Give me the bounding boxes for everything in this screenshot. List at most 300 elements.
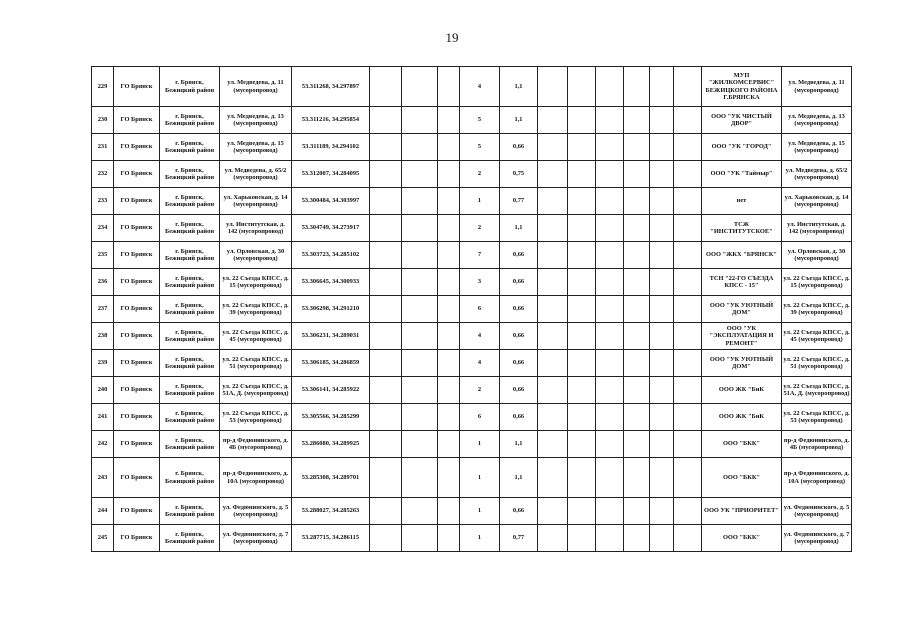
empty-cell xyxy=(538,188,568,215)
address-cell: пр-д Федюнинского, д. 10А (мусоропровод) xyxy=(220,458,292,498)
coordinates-cell: 53.306298, 34.291210 xyxy=(292,296,370,323)
empty-cell xyxy=(568,404,596,431)
empty-cell xyxy=(370,215,402,242)
empty-cell xyxy=(438,161,460,188)
empty-cell xyxy=(596,215,624,242)
container-count-cell: 2 xyxy=(460,215,500,242)
row-number: 233 xyxy=(92,188,114,215)
waste-source-cell: ул. 22 Съезда КПСС, д. 39 (мусоропровод) xyxy=(782,296,852,323)
empty-cell xyxy=(650,242,674,269)
empty-cell xyxy=(624,107,650,134)
empty-cell xyxy=(650,525,674,552)
empty-cell xyxy=(402,188,438,215)
municipality-cell: ГО Брянск xyxy=(114,296,160,323)
empty-cell xyxy=(438,458,460,498)
locality-cell: г. Брянск, Бежицкий район xyxy=(160,161,220,188)
municipality-cell: ГО Брянск xyxy=(114,525,160,552)
municipality-cell: ГО Брянск xyxy=(114,134,160,161)
empty-cell xyxy=(402,350,438,377)
empty-cell xyxy=(674,188,702,215)
empty-cell xyxy=(370,525,402,552)
empty-cell xyxy=(568,188,596,215)
municipality-cell: ГО Брянск xyxy=(114,269,160,296)
locality-cell: г. Брянск, Бежицкий район xyxy=(160,525,220,552)
empty-cell xyxy=(624,269,650,296)
empty-cell xyxy=(596,377,624,404)
table-row xyxy=(92,323,852,350)
empty-cell xyxy=(568,431,596,458)
row-number: 241 xyxy=(92,404,114,431)
locality-cell: г. Брянск, Бежицкий район xyxy=(160,67,220,107)
empty-cell xyxy=(674,525,702,552)
empty-cell xyxy=(568,377,596,404)
empty-cell xyxy=(402,323,438,350)
row-number: 238 xyxy=(92,323,114,350)
empty-cell xyxy=(370,431,402,458)
coordinates-cell: 53.285308, 34.289701 xyxy=(292,458,370,498)
empty-cell xyxy=(624,188,650,215)
management-org-cell: ТСЖ "ИНСТИТУТСКОЕ" xyxy=(702,215,782,242)
address-cell: ул. Медведева, д. 13 (мусоропровод) xyxy=(220,107,292,134)
table-row xyxy=(92,458,852,498)
address-cell: ул. Орловская, д. 30 (мусоропровод) xyxy=(220,242,292,269)
empty-cell xyxy=(596,107,624,134)
management-org-cell: МУП "ЖИЛКОМСЕРВИС" БЕЖИЦКОГО РАЙОНА Г.БРЯНСКА xyxy=(702,67,782,107)
coordinates-cell: 53.304749, 34.273917 xyxy=(292,215,370,242)
container-count-cell: 7 xyxy=(460,242,500,269)
empty-cell xyxy=(568,67,596,107)
empty-cell xyxy=(568,215,596,242)
municipality-cell: ГО Брянск xyxy=(114,67,160,107)
row-number: 244 xyxy=(92,498,114,525)
empty-cell xyxy=(438,498,460,525)
empty-cell xyxy=(370,350,402,377)
municipality-cell: ГО Брянск xyxy=(114,498,160,525)
row-number: 245 xyxy=(92,525,114,552)
empty-cell xyxy=(674,458,702,498)
address-cell: ул. Медведева, д. 15 (мусоропровод) xyxy=(220,134,292,161)
management-org-cell: ООО "УК УЮТНЫЙ ДОМ" xyxy=(702,350,782,377)
row-number: 239 xyxy=(92,350,114,377)
address-cell: пр-д Федюнинского, д. 4Б (мусоропровод) xyxy=(220,431,292,458)
waste-source-cell: ул. Федюнинского, д. 5 (мусоропровод) xyxy=(782,498,852,525)
empty-cell xyxy=(650,498,674,525)
empty-cell xyxy=(538,215,568,242)
management-org-cell: ООО "ЖКХ "БРЯНСК" xyxy=(702,242,782,269)
coordinates-cell: 53.305566, 34.285299 xyxy=(292,404,370,431)
container-volume-cell: 0,77 xyxy=(500,188,538,215)
empty-cell xyxy=(438,269,460,296)
management-org-cell: ООО "УК "Таймыр" xyxy=(702,161,782,188)
empty-cell xyxy=(402,296,438,323)
management-org-cell: ООО "БКК" xyxy=(702,431,782,458)
empty-cell xyxy=(674,323,702,350)
container-volume-cell: 1,1 xyxy=(500,458,538,498)
empty-cell xyxy=(674,269,702,296)
empty-cell xyxy=(674,431,702,458)
empty-cell xyxy=(650,188,674,215)
coordinates-cell: 53.286080, 34.289925 xyxy=(292,431,370,458)
empty-cell xyxy=(370,458,402,498)
container-volume-cell: 0,66 xyxy=(500,498,538,525)
municipality-cell: ГО Брянск xyxy=(114,188,160,215)
container-sites-table xyxy=(91,66,852,552)
container-volume-cell: 0,77 xyxy=(500,525,538,552)
address-cell: ул. 22 Съезда КПСС, д. 15 (мусоропровод) xyxy=(220,269,292,296)
empty-cell xyxy=(596,269,624,296)
municipality-cell: ГО Брянск xyxy=(114,404,160,431)
empty-cell xyxy=(402,458,438,498)
empty-cell xyxy=(568,296,596,323)
empty-cell xyxy=(624,242,650,269)
empty-cell xyxy=(538,161,568,188)
management-org-cell: ООО "УК "ЭКСПЛУАТАЦИЯ И РЕМОНТ" xyxy=(702,323,782,350)
empty-cell xyxy=(624,498,650,525)
empty-cell xyxy=(370,404,402,431)
empty-cell xyxy=(596,323,624,350)
waste-source-cell: ул. 22 Съезда КПСС, д. 53 (мусоропровод) xyxy=(782,404,852,431)
coordinates-cell: 53.303723, 34.285102 xyxy=(292,242,370,269)
empty-cell xyxy=(674,498,702,525)
empty-cell xyxy=(650,404,674,431)
address-cell: ул. Харьковская, д. 14 (мусоропровод) xyxy=(220,188,292,215)
container-count-cell: 1 xyxy=(460,498,500,525)
container-count-cell: 2 xyxy=(460,161,500,188)
empty-cell xyxy=(538,431,568,458)
empty-cell xyxy=(438,107,460,134)
empty-cell xyxy=(624,377,650,404)
empty-cell xyxy=(650,350,674,377)
management-org-cell: ООО УК "ПРИОРИТЕТ" xyxy=(702,498,782,525)
waste-source-cell: ул. 22 Съезда КПСС, д. 45 (мусоропровод) xyxy=(782,323,852,350)
empty-cell xyxy=(402,242,438,269)
waste-source-cell: ул. 22 Съезда КПСС, д. 15 (мусоропровод) xyxy=(782,269,852,296)
container-count-cell: 4 xyxy=(460,323,500,350)
empty-cell xyxy=(596,67,624,107)
locality-cell: г. Брянск, Бежицкий район xyxy=(160,188,220,215)
empty-cell xyxy=(370,161,402,188)
empty-cell xyxy=(650,134,674,161)
address-cell: ул. Институтская, д. 142 (мусоропровод) xyxy=(220,215,292,242)
empty-cell xyxy=(370,296,402,323)
empty-cell xyxy=(568,134,596,161)
empty-cell xyxy=(624,161,650,188)
empty-cell xyxy=(596,350,624,377)
empty-cell xyxy=(568,161,596,188)
empty-cell xyxy=(650,296,674,323)
locality-cell: г. Брянск, Бежицкий район xyxy=(160,431,220,458)
empty-cell xyxy=(624,67,650,107)
management-org-cell: ТСН "22-ГО СЪЕЗДА КПСС - 15" xyxy=(702,269,782,296)
coordinates-cell: 53.300484, 34.303997 xyxy=(292,188,370,215)
page-number: 19 xyxy=(445,30,459,45)
row-number: 229 xyxy=(92,67,114,107)
empty-cell xyxy=(650,161,674,188)
empty-cell xyxy=(538,107,568,134)
empty-cell xyxy=(370,188,402,215)
empty-cell xyxy=(568,323,596,350)
empty-cell xyxy=(438,377,460,404)
row-number: 237 xyxy=(92,296,114,323)
empty-cell xyxy=(370,323,402,350)
locality-cell: г. Брянск, Бежицкий район xyxy=(160,377,220,404)
empty-cell xyxy=(402,161,438,188)
municipality-cell: ГО Брянск xyxy=(114,215,160,242)
waste-source-cell: пр-д Федюнинского, д. 4Б (мусоропровод) xyxy=(782,431,852,458)
table-row xyxy=(92,215,852,242)
empty-cell xyxy=(624,350,650,377)
table-row xyxy=(92,107,852,134)
empty-cell xyxy=(650,431,674,458)
coordinates-cell: 53.287715, 34.286115 xyxy=(292,525,370,552)
empty-cell xyxy=(624,525,650,552)
empty-cell xyxy=(568,242,596,269)
empty-cell xyxy=(438,188,460,215)
coordinates-cell: 53.306645, 34.300933 xyxy=(292,269,370,296)
empty-cell xyxy=(624,458,650,498)
empty-cell xyxy=(650,269,674,296)
empty-cell xyxy=(438,323,460,350)
row-number: 242 xyxy=(92,431,114,458)
empty-cell xyxy=(538,525,568,552)
empty-cell xyxy=(538,498,568,525)
table-row xyxy=(92,350,852,377)
container-volume-cell: 0,66 xyxy=(500,377,538,404)
empty-cell xyxy=(568,350,596,377)
table-row xyxy=(92,431,852,458)
locality-cell: г. Брянск, Бежицкий район xyxy=(160,350,220,377)
container-count-cell: 4 xyxy=(460,67,500,107)
empty-cell xyxy=(674,161,702,188)
empty-cell xyxy=(650,323,674,350)
management-org-cell: нет xyxy=(702,188,782,215)
coordinates-cell: 53.288027, 34.285263 xyxy=(292,498,370,525)
table-row xyxy=(92,269,852,296)
table-row xyxy=(92,134,852,161)
table-row xyxy=(92,242,852,269)
waste-source-cell: ул. Медведева, д. 11 (мусоропровод) xyxy=(782,67,852,107)
municipality-cell: ГО Брянск xyxy=(114,431,160,458)
empty-cell xyxy=(370,377,402,404)
row-number: 231 xyxy=(92,134,114,161)
empty-cell xyxy=(674,107,702,134)
container-count-cell: 6 xyxy=(460,296,500,323)
container-volume-cell: 1,1 xyxy=(500,67,538,107)
management-org-cell: ООО "УК УЮТНЫЙ ДОМ" xyxy=(702,296,782,323)
container-volume-cell: 0,66 xyxy=(500,269,538,296)
empty-cell xyxy=(402,269,438,296)
table-row xyxy=(92,161,852,188)
empty-cell xyxy=(370,242,402,269)
empty-cell xyxy=(402,431,438,458)
empty-cell xyxy=(438,215,460,242)
container-count-cell: 1 xyxy=(460,188,500,215)
empty-cell xyxy=(650,458,674,498)
empty-cell xyxy=(624,431,650,458)
empty-cell xyxy=(402,134,438,161)
row-number: 230 xyxy=(92,107,114,134)
empty-cell xyxy=(402,498,438,525)
empty-cell xyxy=(650,107,674,134)
empty-cell xyxy=(538,377,568,404)
table-row xyxy=(92,525,852,552)
empty-cell xyxy=(624,134,650,161)
container-volume-cell: 0,66 xyxy=(500,350,538,377)
empty-cell xyxy=(438,350,460,377)
locality-cell: г. Брянск, Бежицкий район xyxy=(160,215,220,242)
address-cell: ул. Медведева, д. 11 (мусоропровод) xyxy=(220,67,292,107)
locality-cell: г. Брянск, Бежицкий район xyxy=(160,296,220,323)
locality-cell: г. Брянск, Бежицкий район xyxy=(160,498,220,525)
empty-cell xyxy=(624,404,650,431)
municipality-cell: ГО Брянск xyxy=(114,377,160,404)
address-cell: ул. 22 Съезда КПСС, д. 45 (мусоропровод) xyxy=(220,323,292,350)
container-volume-cell: 0,66 xyxy=(500,242,538,269)
empty-cell xyxy=(674,134,702,161)
coordinates-cell: 53.311189, 34.294102 xyxy=(292,134,370,161)
table-row xyxy=(92,404,852,431)
locality-cell: г. Брянск, Бежицкий район xyxy=(160,269,220,296)
waste-source-cell: ул. Медведева, д. 65/2 (мусоропровод) xyxy=(782,161,852,188)
table-row xyxy=(92,296,852,323)
empty-cell xyxy=(650,67,674,107)
waste-source-cell: пр-д Федюнинского, д. 10А (мусоропровод) xyxy=(782,458,852,498)
table-row xyxy=(92,498,852,525)
empty-cell xyxy=(538,134,568,161)
table-row xyxy=(92,188,852,215)
container-count-cell: 4 xyxy=(460,350,500,377)
empty-cell xyxy=(624,296,650,323)
container-volume-cell: 0,66 xyxy=(500,134,538,161)
empty-cell xyxy=(538,242,568,269)
container-volume-cell: 0,75 xyxy=(500,161,538,188)
empty-cell xyxy=(596,498,624,525)
container-count-cell: 6 xyxy=(460,404,500,431)
container-volume-cell: 0,66 xyxy=(500,404,538,431)
empty-cell xyxy=(568,458,596,498)
coordinates-cell: 53.312007, 34.284095 xyxy=(292,161,370,188)
municipality-cell: ГО Брянск xyxy=(114,161,160,188)
empty-cell xyxy=(370,498,402,525)
container-count-cell: 1 xyxy=(460,525,500,552)
empty-cell xyxy=(674,377,702,404)
container-volume-cell: 0,66 xyxy=(500,296,538,323)
locality-cell: г. Брянск, Бежицкий район xyxy=(160,404,220,431)
management-org-cell: ООО "БКК" xyxy=(702,525,782,552)
empty-cell xyxy=(650,377,674,404)
empty-cell xyxy=(438,134,460,161)
municipality-cell: ГО Брянск xyxy=(114,350,160,377)
coordinates-cell: 53.311268, 34.297897 xyxy=(292,67,370,107)
container-count-cell: 2 xyxy=(460,377,500,404)
empty-cell xyxy=(438,431,460,458)
waste-source-cell: ул. Медведева, д. 13 (мусоропровод) xyxy=(782,107,852,134)
empty-cell xyxy=(370,269,402,296)
municipality-cell: ГО Брянск xyxy=(114,458,160,498)
empty-cell xyxy=(370,134,402,161)
empty-cell xyxy=(438,404,460,431)
empty-cell xyxy=(674,215,702,242)
container-count-cell: 5 xyxy=(460,134,500,161)
address-cell: ул. Федюнинского, д. 7 (мусоропровод) xyxy=(220,525,292,552)
empty-cell xyxy=(538,296,568,323)
empty-cell xyxy=(438,525,460,552)
empty-cell xyxy=(568,107,596,134)
row-number: 234 xyxy=(92,215,114,242)
waste-source-cell: ул. Харьковская, д. 14 (мусоропровод) xyxy=(782,188,852,215)
coordinates-cell: 53.306231, 34.289031 xyxy=(292,323,370,350)
container-count-cell: 1 xyxy=(460,458,500,498)
container-volume-cell: 1,1 xyxy=(500,215,538,242)
row-number: 240 xyxy=(92,377,114,404)
address-cell: ул. 22 Съезда КПСС, д. 53 (мусоропровод) xyxy=(220,404,292,431)
empty-cell xyxy=(538,458,568,498)
empty-cell xyxy=(538,323,568,350)
empty-cell xyxy=(438,296,460,323)
empty-cell xyxy=(538,350,568,377)
empty-cell xyxy=(596,188,624,215)
waste-source-cell: ул. 22 Съезда КПСС, д. 51А, Д. (мусоропровод) xyxy=(782,377,852,404)
container-count-cell: 3 xyxy=(460,269,500,296)
coordinates-cell: 53.311216, 34.295854 xyxy=(292,107,370,134)
table-row xyxy=(92,67,852,107)
locality-cell: г. Брянск, Бежицкий район xyxy=(160,107,220,134)
address-cell: ул. Федюнинского, д. 5 (мусоропровод) xyxy=(220,498,292,525)
management-org-cell: ООО "БКК" xyxy=(702,458,782,498)
coordinates-cell: 53.306185, 34.286859 xyxy=(292,350,370,377)
empty-cell xyxy=(596,161,624,188)
address-cell: ул. Медведева, д. 65/2 (мусоропровод) xyxy=(220,161,292,188)
empty-cell xyxy=(568,498,596,525)
empty-cell xyxy=(674,242,702,269)
management-org-cell: ООО ЖК "БиК xyxy=(702,404,782,431)
empty-cell xyxy=(596,242,624,269)
address-cell: ул. 22 Съезда КПСС, д. 51А, Д. (мусоропровод) xyxy=(220,377,292,404)
empty-cell xyxy=(402,377,438,404)
empty-cell xyxy=(596,458,624,498)
empty-cell xyxy=(402,67,438,107)
empty-cell xyxy=(538,404,568,431)
address-cell: ул. 22 Съезда КПСС, д. 51 (мусоропровод) xyxy=(220,350,292,377)
empty-cell xyxy=(402,107,438,134)
row-number: 243 xyxy=(92,458,114,498)
empty-cell xyxy=(674,296,702,323)
row-number: 235 xyxy=(92,242,114,269)
container-volume-cell: 0,66 xyxy=(500,323,538,350)
empty-cell xyxy=(370,107,402,134)
waste-source-cell: ул. Медведева, д. 15 (мусоропровод) xyxy=(782,134,852,161)
empty-cell xyxy=(624,323,650,350)
empty-cell xyxy=(568,525,596,552)
empty-cell xyxy=(538,67,568,107)
empty-cell xyxy=(674,350,702,377)
empty-cell xyxy=(438,67,460,107)
empty-cell xyxy=(538,269,568,296)
waste-source-cell: ул. 22 Съезда КПСС, д. 51 (мусоропровод) xyxy=(782,350,852,377)
municipality-cell: ГО Брянск xyxy=(114,107,160,134)
management-org-cell: ООО "УК ЧИСТЫЙ ДВОР" xyxy=(702,107,782,134)
empty-cell xyxy=(624,215,650,242)
table-row xyxy=(92,377,852,404)
municipality-cell: ГО Брянск xyxy=(114,323,160,350)
row-number: 232 xyxy=(92,161,114,188)
container-volume-cell: 1,1 xyxy=(500,107,538,134)
empty-cell xyxy=(438,242,460,269)
empty-cell xyxy=(402,404,438,431)
locality-cell: г. Брянск, Бежицкий район xyxy=(160,242,220,269)
management-org-cell: ООО "УК "ГОРОД" xyxy=(702,134,782,161)
empty-cell xyxy=(568,269,596,296)
